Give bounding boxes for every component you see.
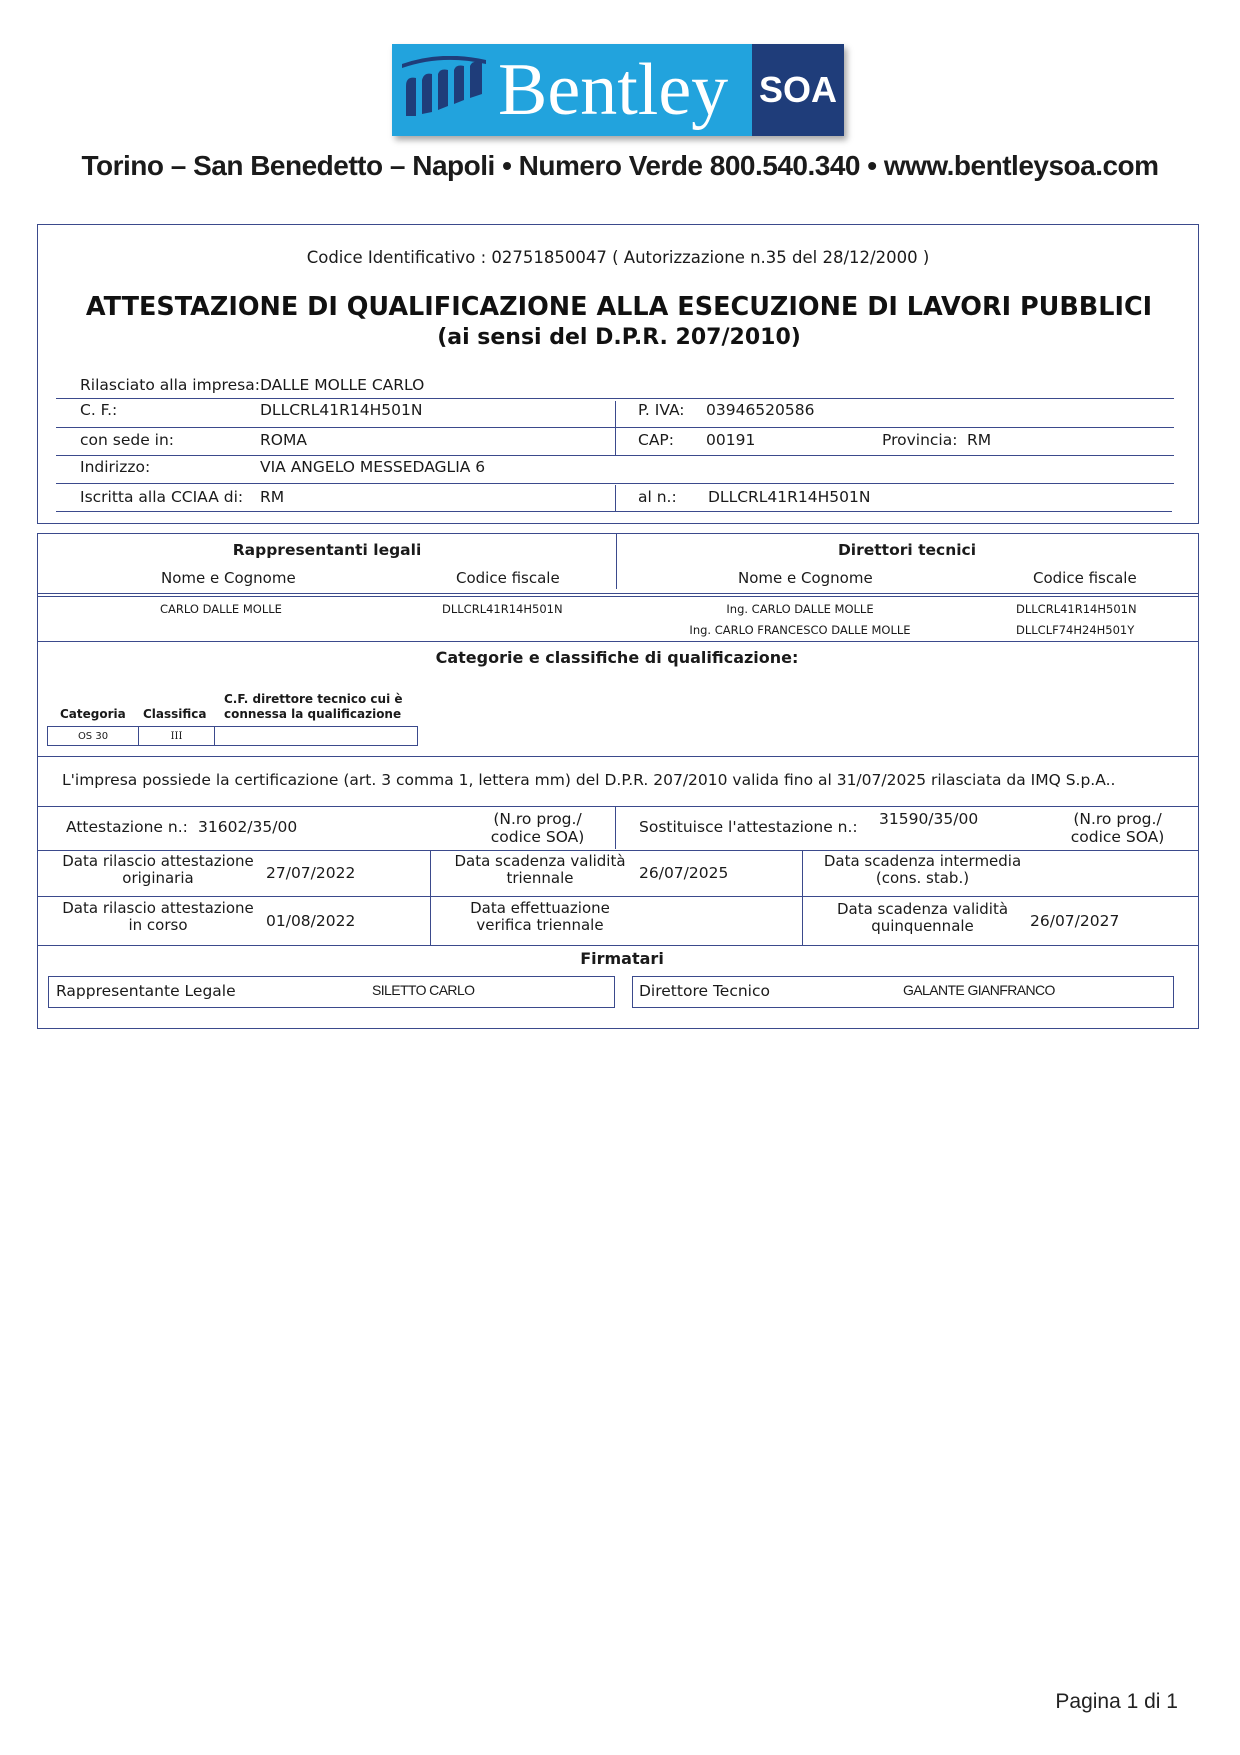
label-line: Data scadenza intermedia <box>823 852 1022 870</box>
divider <box>37 806 1198 807</box>
contact-line: Torino – San Benedetto – Napoli • Numero Verde 800.540.340 • www.bentleysoa.com <box>81 150 1159 181</box>
sostituisce-value: 31590/35/00 <box>879 810 979 828</box>
rapp-col-cf: Codice fiscale <box>456 569 560 587</box>
verifica-label <box>440 900 640 934</box>
categorie-title: Categorie e classifiche di qualificazione: <box>435 648 799 667</box>
firmatari-title: Firmatari <box>580 949 664 968</box>
label-line: (cons. stab.) <box>875 869 970 887</box>
column-divider <box>615 485 616 511</box>
ril-orig-label <box>60 853 256 887</box>
scad-trien-label <box>440 853 640 887</box>
attestazione-n-label: Attestazione n.: <box>66 818 188 836</box>
col-cf-line: C.F. direttore tecnico cui è <box>224 692 403 706</box>
bentley-soa-logo <box>392 44 844 136</box>
quinq-value: 26/07/2027 <box>1030 912 1120 930</box>
ril-corso-label <box>60 900 256 934</box>
label-line: quinquennale <box>871 917 974 935</box>
cciaa-value: RM <box>260 488 285 506</box>
rappresentante-label: Rappresentante Legale <box>56 982 236 1000</box>
col-classifica: Classifica <box>143 707 207 721</box>
logo-wordmark: Bentley <box>498 49 729 131</box>
indirizzo-label: Indirizzo: <box>80 458 151 476</box>
piva-label: P. IVA: <box>638 401 685 419</box>
classifica-cell: III <box>139 727 215 746</box>
col-cf-direttore <box>224 692 403 722</box>
column-divider <box>615 429 616 455</box>
label-line: triennale <box>506 869 574 887</box>
nro-prog-note <box>470 810 605 846</box>
label-line: Data scadenza validità <box>454 852 626 870</box>
divider <box>37 641 1198 642</box>
nro-prog-note <box>1050 810 1185 846</box>
column-divider <box>430 897 431 945</box>
direttore-signature: GALANTE GIANFRANCO <box>903 982 1055 998</box>
nro-line: codice SOA) <box>490 828 585 846</box>
piva-value: 03946520586 <box>706 401 815 419</box>
provincia-value: RM <box>967 431 992 449</box>
cciaa-label: Iscritta alla CCIAA di: <box>80 488 244 506</box>
indirizzo-value: VIA ANGELO MESSEDAGLIA 6 <box>260 458 486 476</box>
divider <box>56 511 1172 512</box>
divider <box>37 945 1198 946</box>
direttore-nome: Ing. CARLO DALLE MOLLE <box>726 602 874 616</box>
direttore-cf: DLLCRL41R14H501N <box>1016 602 1137 616</box>
label-line: verifica triennale <box>476 916 604 934</box>
divider <box>56 398 1174 399</box>
divider <box>56 483 1174 484</box>
label-line: in corso <box>128 916 188 934</box>
cap-label: CAP: <box>638 431 674 449</box>
columns-logo-icon <box>402 56 486 124</box>
rappresentante-nome: CARLO DALLE MOLLE <box>160 602 282 616</box>
categoria-cell: OS 30 <box>48 727 139 746</box>
scad-trien-value: 26/07/2025 <box>639 864 729 882</box>
al-n-value: DLLCRL41R14H501N <box>708 488 871 506</box>
direttore-nome: Ing. CARLO FRANCESCO DALLE MOLLE <box>689 623 911 637</box>
divider <box>37 593 1198 594</box>
al-n-label: al n.: <box>638 488 677 506</box>
divider <box>37 596 1198 597</box>
direttore-cf: DLLCLF74H24H501Y <box>1016 623 1135 637</box>
nro-line: (N.ro prog./ <box>493 810 582 828</box>
col-categoria: Categoria <box>60 707 126 721</box>
ril-orig-value: 27/07/2022 <box>266 864 356 882</box>
rapp-col-nome: Nome e Cognome <box>161 569 296 587</box>
sede-value: ROMA <box>260 431 307 449</box>
divider <box>37 896 1198 897</box>
column-divider <box>615 401 616 429</box>
column-divider <box>802 897 803 945</box>
scad-int-label <box>810 853 1035 887</box>
logo-soa-badge: SOA <box>752 44 844 136</box>
divider <box>37 756 1198 757</box>
ril-corso-value: 01/08/2022 <box>266 912 356 930</box>
direttori-title: Direttori tecnici <box>837 541 977 559</box>
attestazione-n-value: 31602/35/00 <box>198 818 298 836</box>
column-divider <box>802 851 803 896</box>
quinq-label <box>810 901 1035 935</box>
codice-identificativo: Codice Identificativo : 02751850047 ( Autorizzazione n.35 del 28/12/2000 ) <box>306 248 930 267</box>
column-divider <box>616 533 617 589</box>
sostituisce-label: Sostituisce l'attestazione n.: <box>639 818 858 836</box>
certificazione-note: L'impresa possiede la certificazione (art. 3 comma 1, lettera mm) del D.P.R. 207/2010 valida fino al 31/07/2025 rilasciata da IMQ S.p.A.. <box>62 771 1116 789</box>
rilasciato-label: Rilasciato alla impresa: <box>80 376 260 394</box>
rappresentante-cf: DLLCRL41R14H501N <box>442 602 563 616</box>
label-line: Data scadenza validità <box>836 900 1009 918</box>
rappresentanti-title: Rappresentanti legali <box>232 541 422 559</box>
cf-label: C. F.: <box>80 401 118 419</box>
label-line: Data rilascio attestazione <box>62 899 254 917</box>
provincia-label: Provincia: <box>882 431 958 449</box>
label-line: originaria <box>122 869 194 887</box>
cf-direttore-cell <box>215 727 418 746</box>
document-subtitle: (ai sensi del D.P.R. 207/2010) <box>437 325 801 350</box>
divider <box>37 850 1198 851</box>
label-line: Data rilascio attestazione <box>62 852 254 870</box>
table-row <box>48 727 418 746</box>
page-number: Pagina 1 di 1 <box>1055 1690 1178 1713</box>
label-line: Data effettuazione <box>470 899 610 917</box>
column-divider <box>615 806 616 849</box>
divider <box>56 455 1174 456</box>
dir-col-cf: Codice fiscale <box>1033 569 1137 587</box>
cf-value: DLLCRL41R14H501N <box>260 401 423 419</box>
dir-col-nome: Nome e Cognome <box>738 569 873 587</box>
cap-value: 00191 <box>706 431 756 449</box>
column-divider <box>430 851 431 896</box>
document-title: ATTESTAZIONE DI QUALIFICAZIONE ALLA ESECUZIONE DI LAVORI PUBBLICI <box>85 292 1153 322</box>
rilasciato-value: DALLE MOLLE CARLO <box>260 376 425 394</box>
nro-line: codice SOA) <box>1070 828 1165 846</box>
direttore-label: Direttore Tecnico <box>639 982 770 1000</box>
rappresentante-signature: SILETTO CARLO <box>372 982 475 998</box>
nro-line: (N.ro prog./ <box>1073 810 1162 828</box>
col-cf-line: connessa la qualificazione <box>224 707 402 721</box>
impresa-box <box>37 224 1199 524</box>
categorie-table <box>47 726 418 746</box>
sede-label: con sede in: <box>80 431 175 449</box>
